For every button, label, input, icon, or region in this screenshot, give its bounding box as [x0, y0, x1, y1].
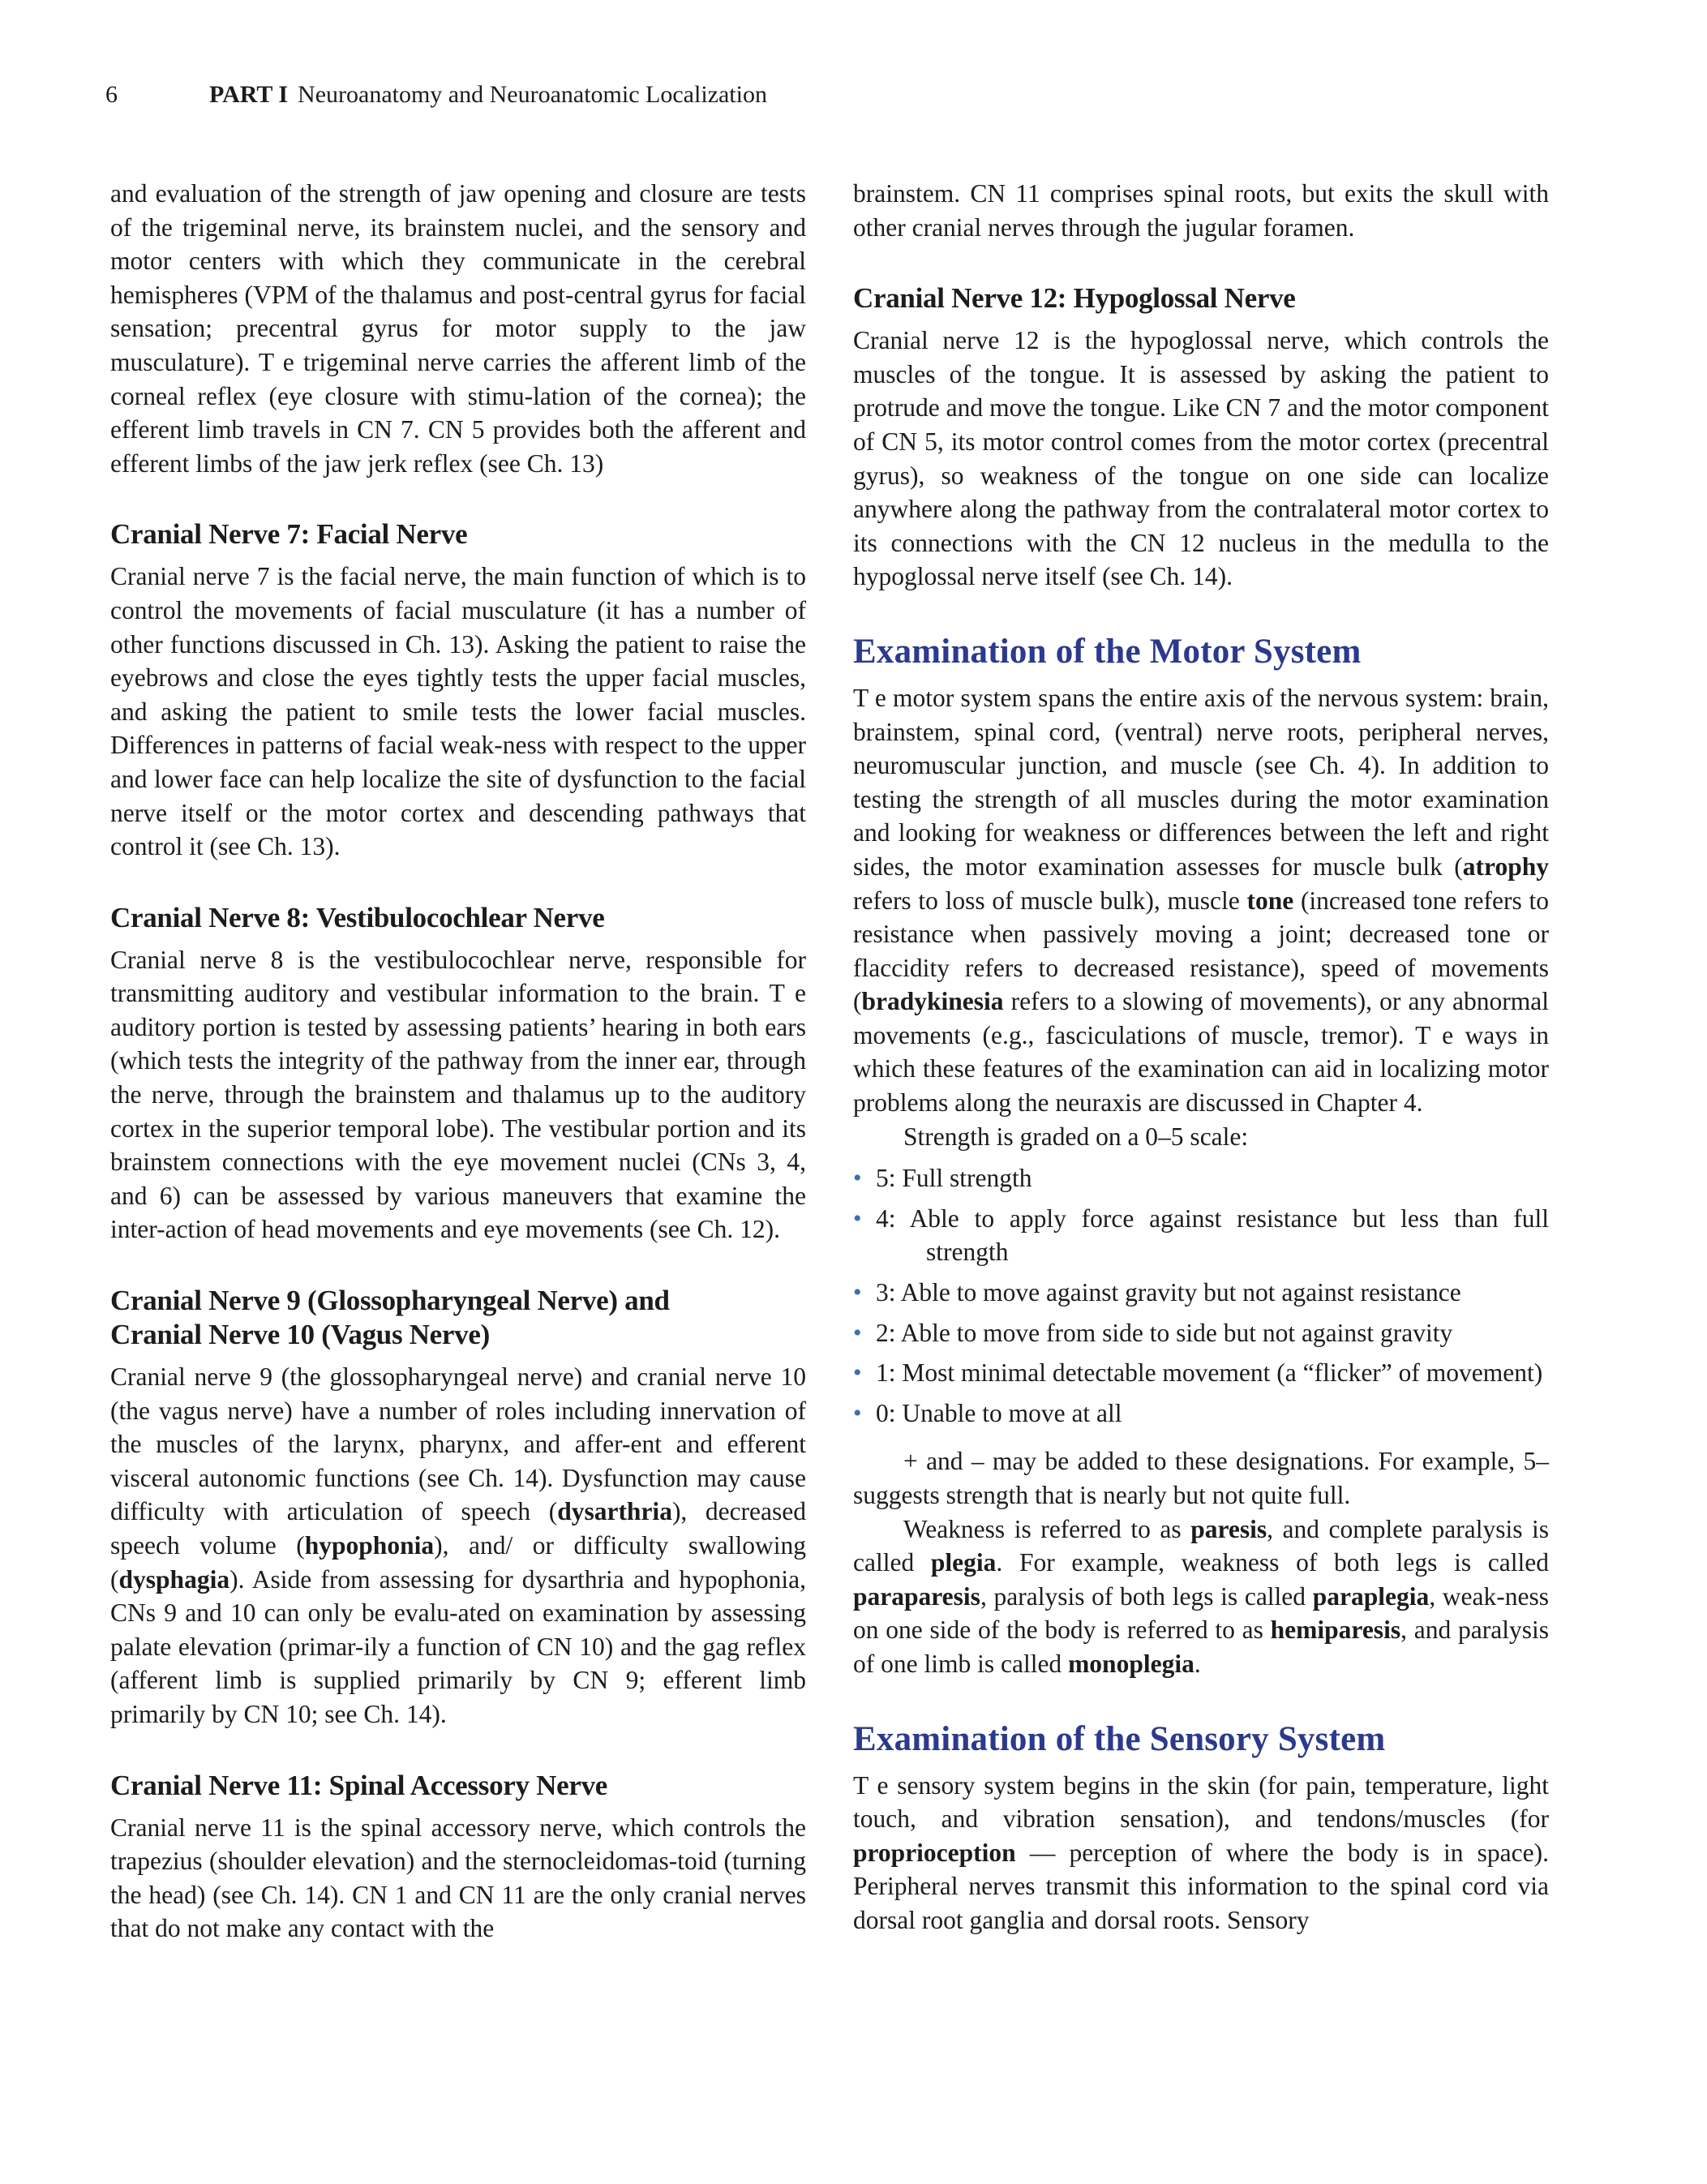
sensory-system-heading: Examination of the Sensory System [853, 1719, 1386, 1758]
strength-grade-text: 2: Able to move from side to side but not against gravity [876, 1318, 1453, 1347]
bullet-icon: • [853, 1319, 862, 1346]
cn9-10-heading-line1: Cranial Nerve 9 (Glossopharyngeal Nerve) and [110, 1285, 670, 1317]
cn12-paragraph: Cranial nerve 12 is the hypoglossal nerve, which controls the muscles of the tongue. It is assessed by asking the patient to protrude and move the tongue. Like CN 7 and the motor component of CN 5, its motor control comes from the motor cortex (precentral gyrus), so weakness of the tongue on one side can localize anywhere along the pathway from the contralateral motor cortex to its connections with the CN 12 nucleus in the medulla to the hypoglossal nerve itself (see Ch. 14). [853, 326, 1549, 591]
strength-grade-item [853, 1316, 1549, 1350]
term-plegia: plegia [930, 1548, 997, 1577]
term-tone: tone [1246, 886, 1294, 915]
cn9-10-paragraph: Cranial nerve 9 (the glossopharyngeal nerve) and cranial nerve 10 (the vagus nerve) have a number of roles including innervation of the muscles of the larynx, pharynx, and affer-ent and efferent visceral autonomic functions (see Ch. 14). Dysfunction may cause difficulty with articulation of speech (dysarthria), decreased speech volume (hypophonia), and/ or difficulty swallowing (dysphagia). Aside from assessing for dysarthria and hypophonia, CNs 9 and 10 can only be evalu-ated on examination by assessing palate elevation (primar-ily a function of CN 10) and the gag reflex (afferent limb is supplied primarily by CN 9; efferent limb primarily by CN 10; see Ch. 14). [110, 1362, 806, 1728]
strength-grade-text: 0: Unable to move at all [876, 1398, 1122, 1427]
term-paraplegia: paraplegia [1312, 1581, 1430, 1611]
strength-grade-text: 5: Full strength [876, 1164, 1032, 1193]
left-column [110, 177, 806, 1946]
strength-grade-item [853, 1202, 1549, 1269]
motor-system-paragraph: T e motor system spans the entire axis of the nervous system: brain, brainstem, spinal cord, (ventral) nerve roots, peripheral nerves, neuromuscular junction, and muscle (see Ch. 4). In addition to testing the strength of all muscles during the motor examination and looking for weakness or differences between the left and right sides, the motor examination assesses for muscle bulk (atrophy refers to loss of muscle bulk), muscle tone (increased tone refers to resistance when passively moving a joint; decreased tone or flaccidity refers to decreased resistance), speed of movements (bradykinesia refers to a slowing of movements), or any abnormal movements (e.g., fasciculations of muscle, tremor). T e ways in which these features of the examination can aid in localizing motor problems along the neuraxis are discussed in Chapter 4. [853, 683, 1550, 1118]
strength-scale-intro: Strength is graded on a 0–5 scale: [903, 1122, 1249, 1151]
term-paraparesis: paraparesis [853, 1581, 980, 1611]
term-hypophonia: hypophonia [304, 1531, 435, 1560]
strength-grade-item [853, 1161, 1549, 1195]
strength-grade-item [853, 1356, 1549, 1390]
weakness-terms-paragraph: Weakness is referred to as paresis, and complete paralysis is called plegia. For example, weakness of both legs is called paraparesis, paralysis of both legs is called paraplegia, weak-ness on one side of the body is referred to as hemiparesis, and paralysis of one limb is called monoplegia. [853, 1514, 1550, 1678]
term-atrophy: atrophy [1462, 852, 1549, 881]
bullet-icon: • [853, 1359, 862, 1387]
grade-modifiers-paragraph: + and – may be added to these designations. For example, 5– suggests strength that is nearly but not quite full. [853, 1447, 1549, 1509]
cn7-paragraph: Cranial nerve 7 is the facial nerve, the main function of which is to control the movements of facial musculature (it has a number of other functions discussed in Ch. 13). Asking the patient to raise the eyebrows and close the eyes tightly tests the upper facial muscles, and asking the patient to smile tests the lower facial muscles. Differences in patterns of facial weak-ness with respect to the upper and lower face can help localize the site of dysfunction to the facial nerve itself or the motor cortex and descending pathways that control it (see Ch. 13). [110, 562, 806, 861]
cn11-continued-paragraph: brainstem. CN 11 comprises spinal roots, but exits the skull with other cranial nerves through the jugular foramen. [853, 179, 1549, 242]
cn8-heading: Cranial Nerve 8: Vestibulocochlear Nerve [110, 901, 605, 933]
running-header [105, 75, 767, 115]
term-dysphagia: dysphagia [118, 1564, 230, 1594]
strength-grade-item [853, 1276, 1549, 1310]
bullet-icon: • [853, 1165, 862, 1192]
cn11-paragraph: Cranial nerve 11 is the spinal accessory nerve, which controls the trapezius (shoulder elevation) and the sternocleidomas-toid (turning the head) (see Ch. 14). CN 1 and CN 11 are the only cranial nerves that do not make any contact with the [110, 1813, 806, 1943]
cn7-heading: Cranial Nerve 7: Facial Nerve [110, 518, 468, 551]
right-column [853, 177, 1549, 1937]
cn8-paragraph: Cranial nerve 8 is the vestibulocochlear nerve, responsible for transmitting auditory and vestibular information to the brain. T e auditory portion is tested by assessing patients’ hearing in both ears (which tests the integrity of the pathway from the inner ear, through the nerve, through the brainstem and thalamus up to the auditory cortex in the superior temporal lobe). The vestibular portion and its brainstem connections with the eye movement nuclei (CNs 3, 4, and 6) can be assessed by various maneuvers that examine the inter-action of head movements and eye movements (see Ch. 12). [110, 945, 806, 1244]
bullet-icon: • [853, 1399, 862, 1427]
strength-grade-list [853, 1161, 1549, 1430]
term-proprioception: proprioception [853, 1838, 1016, 1867]
cn12-heading: Cranial Nerve 12: Hypoglossal Nerve [853, 282, 1296, 315]
strength-grade-item [853, 1397, 1549, 1431]
sensory-system-paragraph: T e sensory system begins in the skin (for pain, temperature, light touch, and vibration sensation), and tendons/muscles (for proprioception — perception of where the body is in space). Peripheral nerves transmit this information to the spinal cord via dorsal root ganglia and dorsal roots. Sensory [853, 1770, 1549, 1934]
term-bradykinesia: bradykinesia [861, 987, 1004, 1016]
cn9-10-heading-line2: Cranial Nerve 10 (Vagus Nerve) [110, 1319, 490, 1351]
part-label: PART I [209, 81, 289, 108]
bullet-icon: • [853, 1204, 862, 1232]
strength-grade-text: 4: Able to apply force against resistance but less than full strength [876, 1204, 1549, 1267]
strength-grade-text: 3: Able to move against gravity but not against resistance [876, 1278, 1461, 1307]
bullet-icon: • [853, 1279, 862, 1307]
term-dysarthria: dysarthria [557, 1497, 672, 1526]
term-paresis: paresis [1190, 1514, 1267, 1543]
trigeminal-paragraph: and evaluation of the strength of jaw opening and closure are tests of the trigeminal nerve, its brainstem nuclei, and the sensory and motor centers with which they communicate in the cerebral hemispheres (VPM of the thalamus and post-central gyrus for facial sensation; precentral gyrus for motor supply to the jaw musculature). T e trigeminal nerve carries the afferent limb of the corneal reflex (eye closure with stimu-lation of the cornea); the efferent limb travels in CN 7. CN 5 provides both the afferent and efferent limbs of the jaw jerk reflex (see Ch. 13) [110, 179, 806, 478]
strength-grade-text: 1: Most minimal detectable movement (a “flicker” of movement) [876, 1358, 1543, 1388]
page-number: 6 [105, 81, 118, 108]
cn9-10-heading [110, 1284, 806, 1352]
term-monoplegia: monoplegia [1068, 1649, 1194, 1678]
part-title: Neuroanatomy and Neuroanatomic Localization [298, 81, 767, 108]
motor-system-heading: Examination of the Motor System [853, 632, 1362, 671]
cn11-heading: Cranial Nerve 11: Spinal Accessory Nerve [110, 1769, 608, 1801]
term-hemiparesis: hemiparesis [1270, 1615, 1401, 1645]
